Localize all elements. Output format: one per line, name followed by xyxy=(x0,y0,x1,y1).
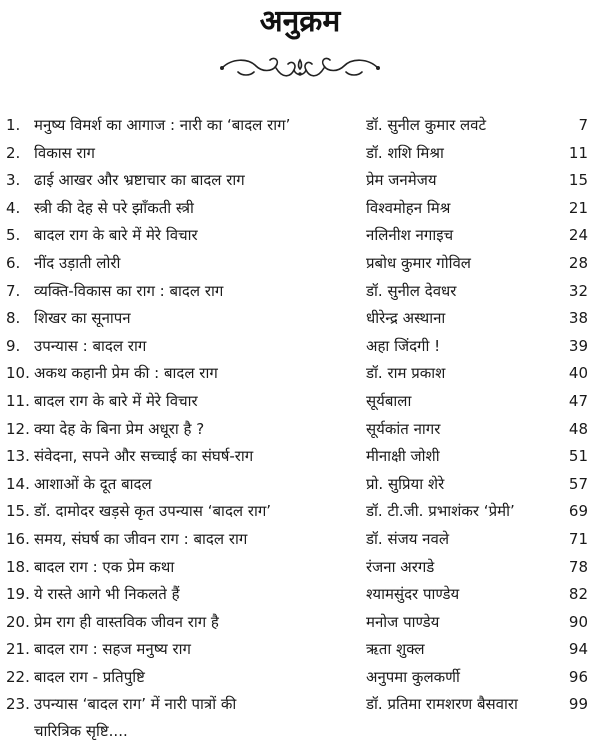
entry-number: 2. xyxy=(6,143,21,162)
entry-page: 15 xyxy=(568,171,588,190)
entry-number: 21. xyxy=(6,640,30,659)
entry-title: बादल राग : एक प्रेम कथा xyxy=(34,557,175,576)
entry-title: डॉ. दामोदर खड़से कृत उपन्यास ‘बादल राग’ xyxy=(34,502,272,521)
entry-page: 96 xyxy=(568,667,588,686)
entry-number: 16. xyxy=(6,529,30,548)
entry-page: 48 xyxy=(568,419,588,438)
toc-entry xyxy=(0,250,600,278)
toc-entry xyxy=(0,443,600,471)
entry-author: डॉ. सुनील कुमार लवटे xyxy=(366,116,487,134)
entry-author: डॉ. सुनील देवधर xyxy=(366,281,457,300)
entry-title: बादल राग के बारे में मेरे विचार xyxy=(34,226,198,245)
entry-page: 38 xyxy=(568,309,588,328)
entry-title: आशाओं के दूत बादल xyxy=(34,474,152,493)
entry-title: प्रेम राग ही वास्तविक जीवन राग है xyxy=(34,612,219,631)
toc-entry xyxy=(0,140,600,168)
entry-number: 9. xyxy=(6,336,21,355)
entry-author: प्रो. सुप्रिया शेरे xyxy=(366,474,445,493)
entry-title: मनुष्य विमर्श का आगाज : नारी का ‘बादल राग’ xyxy=(34,116,291,134)
entry-number: 7. xyxy=(6,281,21,300)
entry-page: 57 xyxy=(568,474,588,493)
entry-title: संवेदना, सपने और सच्चाई का संघर्ष-राग xyxy=(34,447,254,466)
entry-number: 13. xyxy=(6,447,30,466)
entry-author: मीनाक्षी जोशी xyxy=(366,447,440,466)
entry-author: श्यामसुंदर पाण्डेय xyxy=(366,585,460,604)
entry-title: उपन्यास : बादल राग xyxy=(34,336,147,355)
entry-author: डॉ. शशि मिश्रा xyxy=(366,143,444,162)
entry-page: 51 xyxy=(568,447,588,466)
toc-entry xyxy=(0,691,600,741)
entry-title: नींद उड़ाती लोरी xyxy=(34,253,121,272)
entry-page: 21 xyxy=(568,198,588,217)
toc-entry xyxy=(0,416,600,444)
entry-title: शिखर का सूनापन xyxy=(34,309,131,328)
entry-title: ढाई आखर और भ्रष्टाचार का बादल राग xyxy=(34,171,245,190)
entry-title: स्त्री की देह से परे झाँकती स्त्री xyxy=(34,198,194,217)
entry-page: 40 xyxy=(568,364,588,383)
toc-entry xyxy=(0,636,600,664)
entry-title: बादल राग : सहज मनुष्य राग xyxy=(34,640,191,659)
entry-author: अनुपमा कुलकर्णी xyxy=(366,667,460,686)
entry-number: 23. xyxy=(6,695,30,714)
entry-title: बादल राग - प्रतिपुष्टि xyxy=(34,667,145,686)
toc-entry xyxy=(0,305,600,333)
decorative-swirl-divider-icon xyxy=(218,54,382,82)
table-of-contents xyxy=(0,112,600,741)
entry-number: 15. xyxy=(6,502,30,521)
entry-number: 12. xyxy=(6,419,30,438)
entry-author: डॉ. संजय नवले xyxy=(366,529,450,548)
entry-title: विकास राग xyxy=(34,143,96,162)
entry-author: डॉ. प्रतिमा रामशरण बैसवारा xyxy=(366,695,518,714)
page-title: अनुक्रम xyxy=(259,4,341,39)
entry-page: 7 xyxy=(578,116,588,134)
entry-page: 90 xyxy=(568,612,588,631)
entry-author: सूर्यबाला xyxy=(366,391,412,410)
entry-author: धीरेन्द्र अस्थाना xyxy=(366,309,446,328)
entry-number: 10. xyxy=(6,364,30,383)
entry-number: 18. xyxy=(6,557,30,576)
entry-page: 11 xyxy=(568,143,588,162)
entry-page: 94 xyxy=(568,640,588,659)
entry-page: 78 xyxy=(568,557,588,576)
entry-author: डॉ. टी.जी. प्रभाशंकर ‘प्रेमी’ xyxy=(366,502,515,521)
entry-author: विश्वमोहन मिश्र xyxy=(366,198,451,217)
entry-number: 4. xyxy=(6,198,21,217)
entry-number: 6. xyxy=(6,253,21,272)
toc-entry xyxy=(0,360,600,388)
entry-title: बादल राग के बारे में मेरे विचार xyxy=(34,391,198,410)
entry-number: 11. xyxy=(6,391,30,410)
toc-entry xyxy=(0,664,600,692)
entry-page: 71 xyxy=(568,529,588,548)
toc-entry xyxy=(0,609,600,637)
entry-page: 99 xyxy=(568,695,588,714)
entry-number: 14. xyxy=(6,474,30,493)
entry-author: डॉ. राम प्रकाश xyxy=(366,364,446,383)
entry-title: क्या देह के बिना प्रेम अधूरा है ? xyxy=(34,419,205,438)
entry-page: 32 xyxy=(568,281,588,300)
entry-author: प्रेम जनमेजय xyxy=(366,171,437,190)
toc-entry xyxy=(0,222,600,250)
toc-entry xyxy=(0,167,600,195)
entry-title: व्यक्ति-विकास का राग : बादल राग xyxy=(34,281,224,300)
toc-entry xyxy=(0,333,600,361)
toc-entry xyxy=(0,554,600,582)
entry-number: 20. xyxy=(6,612,30,631)
entry-author: मनोज पाण्डेय xyxy=(366,612,440,631)
entry-number: 22. xyxy=(6,667,30,686)
entry-title: अकथ कहानी प्रेम की : बादल राग xyxy=(34,364,218,383)
toc-entry xyxy=(0,498,600,526)
entry-title: समय, संघर्ष का जीवन राग : बादल राग xyxy=(34,529,248,548)
entry-author: रंजना अरगडे xyxy=(366,557,435,576)
entry-page: 24 xyxy=(568,226,588,245)
entry-page: 69 xyxy=(568,502,588,521)
entry-page: 82 xyxy=(568,585,588,604)
toc-entry xyxy=(0,526,600,554)
entry-number: 1. xyxy=(6,116,21,134)
entry-number: 19. xyxy=(6,585,30,604)
entry-number: 8. xyxy=(6,309,21,328)
entry-number: 3. xyxy=(6,171,21,190)
toc-entry xyxy=(0,581,600,609)
toc-entry xyxy=(0,195,600,223)
entry-author: ऋता शुक्ल xyxy=(366,640,425,659)
entry-author: अहा जिंदगी ! xyxy=(366,336,441,355)
toc-entry xyxy=(0,388,600,416)
toc-entry xyxy=(0,278,600,306)
entry-page: 39 xyxy=(568,336,588,355)
entry-author: प्रबोध कुमार गोविल xyxy=(366,253,471,272)
entry-title-continuation: चारित्रिक सृष्टि.... xyxy=(34,722,128,741)
entry-page: 28 xyxy=(568,253,588,272)
entry-author: नलिनीश नगाइच xyxy=(366,226,454,245)
toc-entry xyxy=(0,112,600,140)
entry-author: सूर्यकांत नागर xyxy=(366,419,441,438)
entry-page: 47 xyxy=(568,391,588,410)
entry-title: ये रास्ते आगे भी निकलते हैं xyxy=(34,585,180,604)
entry-title: उपन्यास ‘बादल राग’ में नारी पात्रों की xyxy=(34,695,237,714)
entry-number: 5. xyxy=(6,226,21,245)
toc-entry xyxy=(0,471,600,499)
